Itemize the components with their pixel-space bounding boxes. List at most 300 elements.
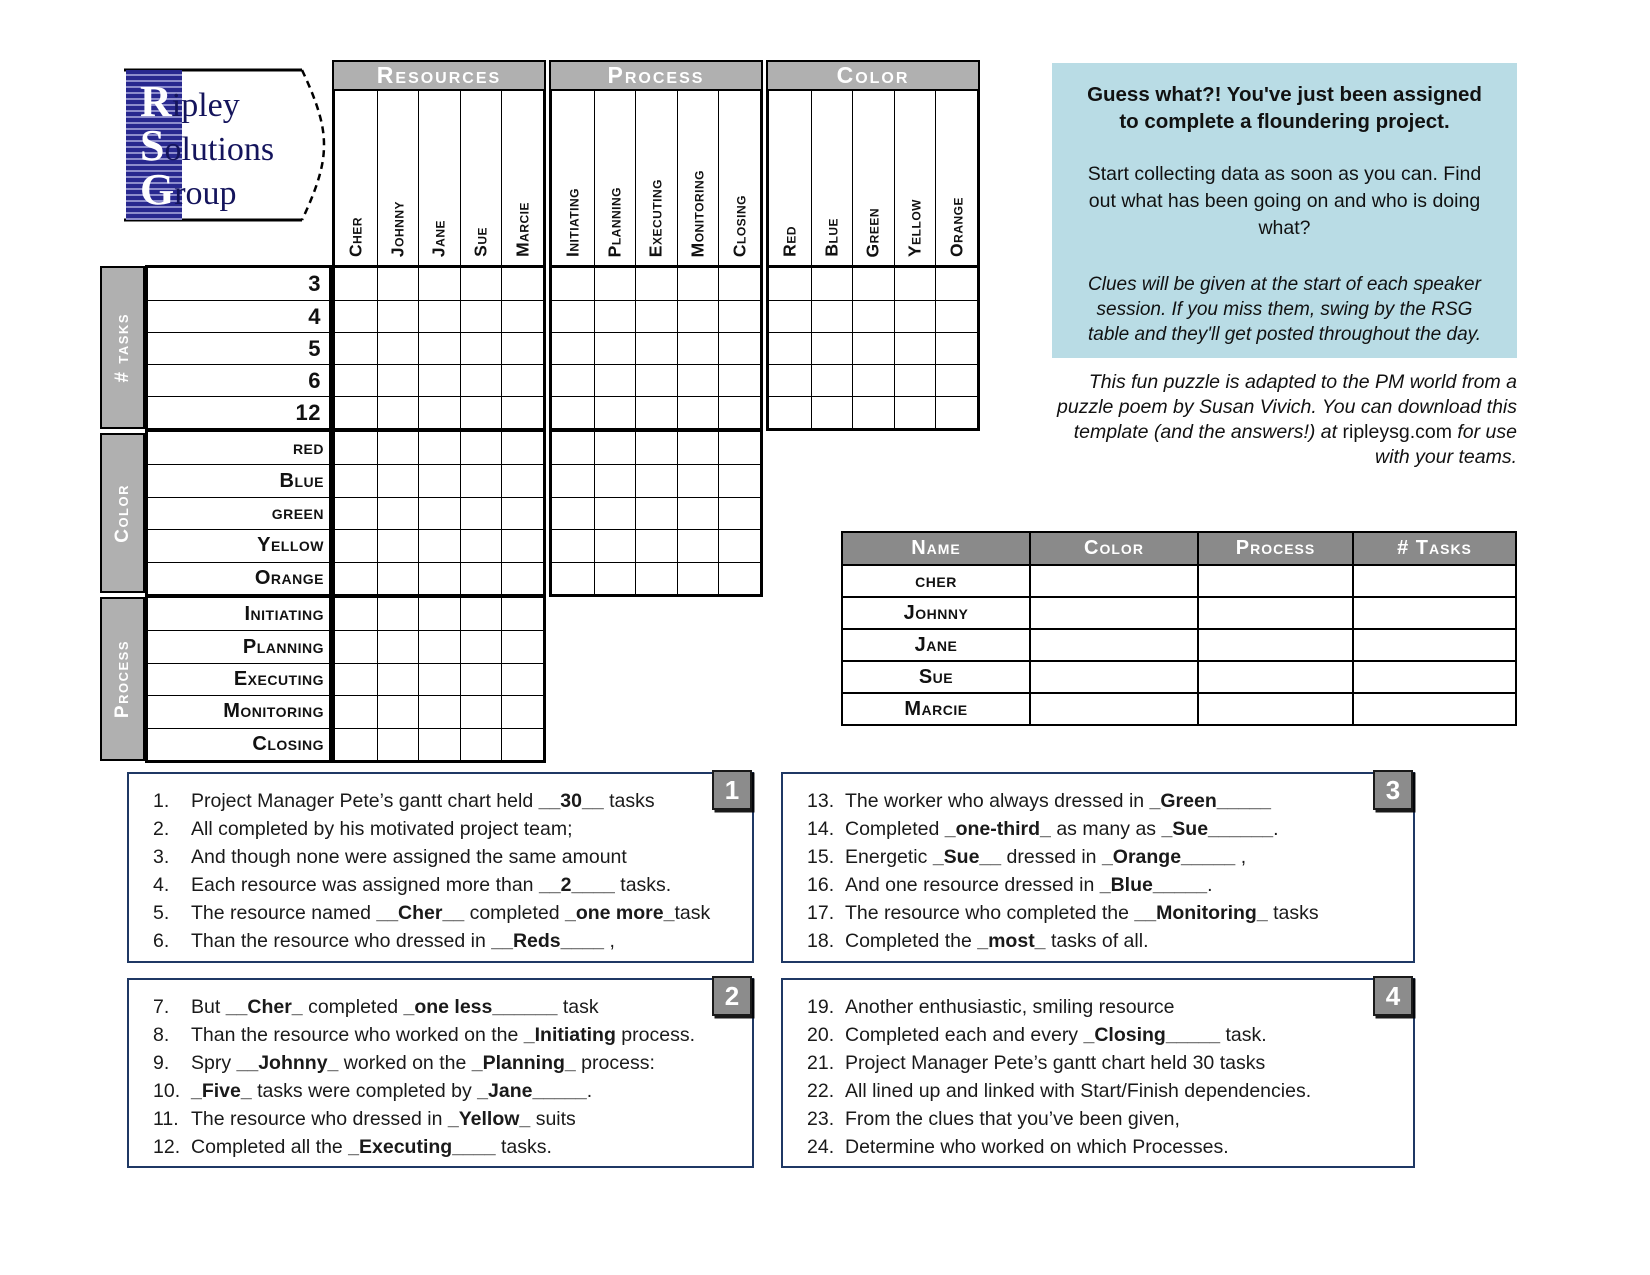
grid-cell[interactable]	[335, 432, 377, 464]
clue-line	[807, 1021, 1405, 1049]
grid-cell[interactable]	[335, 364, 377, 396]
answer-header-tasks: # Tasks	[1352, 533, 1515, 564]
grid-cell[interactable]	[718, 364, 760, 396]
grid-cell[interactable]	[460, 663, 502, 695]
grid-cell[interactable]	[935, 396, 977, 428]
grid-cell[interactable]	[377, 630, 419, 662]
grid-cell[interactable]	[418, 396, 460, 428]
column-label-blue: Blue	[811, 91, 853, 265]
answer-header-name: Name	[843, 533, 1029, 564]
row-label-initiating: Initiating	[244, 602, 324, 625]
logo-line	[140, 121, 275, 170]
row-label-monitoring: Monitoring	[148, 695, 329, 727]
clue-line	[807, 1077, 1405, 1105]
grid-cell[interactable]	[594, 268, 636, 300]
answer-cell[interactable]	[1029, 694, 1197, 724]
grid-block-color-process	[549, 429, 763, 597]
grid-cell[interactable]	[460, 364, 502, 396]
grid-cell[interactable]	[894, 396, 936, 428]
row-label-yellow: Yellow	[148, 529, 329, 561]
grid-cell[interactable]	[894, 300, 936, 332]
column-label-monitoring: Monitoring	[677, 91, 719, 265]
grid-cell[interactable]	[460, 529, 502, 561]
clue-text: _Five_ tasks were completed by _Jane_____.	[191, 1080, 593, 1102]
grid-cell[interactable]	[594, 562, 636, 594]
clue-number: 9.	[153, 1052, 170, 1074]
grid-cell[interactable]	[594, 464, 636, 496]
clue-line	[153, 1021, 744, 1049]
answer-cell[interactable]	[1197, 694, 1352, 724]
info-box-heading: Guess what?! You've just been assigned to complete a floundering project.	[1087, 83, 1482, 133]
grid-cell[interactable]	[501, 396, 543, 428]
grid-cell[interactable]	[418, 332, 460, 364]
row-labels-color	[145, 429, 332, 597]
answer-cell[interactable]	[1197, 662, 1352, 692]
grid-cell[interactable]	[501, 332, 543, 364]
grid-cell[interactable]	[677, 300, 719, 332]
clue-line	[153, 927, 744, 955]
grid-cell[interactable]	[552, 396, 594, 428]
grid-block-tasks-color	[766, 265, 980, 431]
grid-cell[interactable]	[377, 464, 419, 496]
clue-box-2	[127, 978, 754, 1168]
row-label-4: 4	[148, 300, 329, 332]
grid-cell[interactable]	[811, 268, 853, 300]
clue-text: Completed all the _Executing____ tasks.	[191, 1136, 552, 1158]
grid-cell[interactable]	[501, 432, 543, 464]
grid-cell[interactable]	[335, 497, 377, 529]
grid-cell[interactable]	[335, 332, 377, 364]
clue-line	[807, 815, 1405, 843]
answer-row-marcie	[843, 692, 1515, 724]
column-labels-resources	[332, 91, 546, 265]
grid-cell[interactable]	[635, 268, 677, 300]
grid-cell[interactable]	[501, 268, 543, 300]
clue-number: 8.	[153, 1024, 170, 1046]
grid-cell[interactable]	[460, 332, 502, 364]
grid-cell[interactable]	[935, 364, 977, 396]
column-label-jane: Jane	[418, 91, 460, 265]
column-label-initiating: Initiating	[562, 188, 583, 257]
clue-list-3	[807, 787, 1405, 955]
grid-cell[interactable]	[552, 432, 594, 464]
clue-text: Completed the _most_ tasks of all.	[845, 930, 1149, 952]
logo-line	[140, 165, 274, 214]
grid-block-color-resources	[332, 429, 546, 597]
grid-cell[interactable]	[594, 364, 636, 396]
grid-block-tasks-process	[549, 265, 763, 431]
answer-header-process: Process	[1197, 533, 1352, 564]
clue-box-3-badge: 3	[1373, 770, 1413, 810]
grid-cell[interactable]	[501, 497, 543, 529]
grid-cell[interactable]	[552, 497, 594, 529]
grid-cell[interactable]	[718, 497, 760, 529]
grid-cell[interactable]	[552, 529, 594, 561]
clue-number: 5.	[153, 902, 170, 924]
grid-cell[interactable]	[335, 300, 377, 332]
grid-cell[interactable]	[718, 529, 760, 561]
grid-cell[interactable]	[335, 598, 377, 630]
grid-cell[interactable]	[852, 300, 894, 332]
clue-number: 18.	[807, 930, 835, 952]
grid-cell[interactable]	[460, 268, 502, 300]
grid-cell[interactable]	[552, 464, 594, 496]
grid-cell[interactable]	[377, 300, 419, 332]
grid-cell[interactable]	[718, 396, 760, 428]
clue-number: 6.	[153, 930, 170, 952]
grid-cell[interactable]	[418, 268, 460, 300]
grid-cell[interactable]	[935, 300, 977, 332]
grid-cell[interactable]	[418, 598, 460, 630]
grid-cell[interactable]	[377, 663, 419, 695]
grid-cell[interactable]	[635, 529, 677, 561]
logo-word: roup	[174, 175, 237, 212]
column-label-green: Green	[852, 91, 894, 265]
grid-cell[interactable]	[552, 300, 594, 332]
grid-cell[interactable]	[769, 332, 811, 364]
clue-number: 2.	[153, 818, 170, 840]
grid-cell[interactable]	[811, 332, 853, 364]
grid-cell[interactable]	[418, 695, 460, 727]
grid-cell[interactable]	[377, 497, 419, 529]
grid-cell[interactable]	[769, 300, 811, 332]
grid-cell[interactable]	[594, 396, 636, 428]
answer-cell[interactable]	[1352, 630, 1515, 660]
column-labels-color	[766, 91, 980, 265]
grid-cell[interactable]	[501, 300, 543, 332]
clue-text: The resource named __Cher__ completed _one more_task	[191, 902, 711, 924]
row-label-12: 12	[148, 396, 329, 428]
clue-list-4	[807, 993, 1405, 1161]
grid-cell[interactable]	[718, 432, 760, 464]
column-label-cher: Cher	[345, 217, 366, 257]
grid-cell[interactable]	[460, 464, 502, 496]
clue-number: 15.	[807, 846, 835, 868]
grid-cell[interactable]	[635, 497, 677, 529]
column-label-planning: Planning	[594, 91, 636, 265]
answer-cell[interactable]	[1029, 630, 1197, 660]
column-label-sue: Sue	[460, 91, 502, 265]
grid-header-process: Process	[549, 60, 763, 91]
grid-header-color: Color	[766, 60, 980, 91]
grid-cell[interactable]	[594, 332, 636, 364]
answer-cell[interactable]	[1352, 662, 1515, 692]
grid-cell[interactable]	[718, 562, 760, 594]
grid-cell[interactable]	[635, 464, 677, 496]
grid-cell[interactable]	[335, 562, 377, 594]
grid-cell[interactable]	[718, 332, 760, 364]
answer-cell[interactable]	[1197, 566, 1352, 596]
answer-name: cher	[915, 570, 957, 592]
row-group-band-process: Process	[100, 597, 145, 761]
clue-number: 13.	[807, 790, 835, 812]
grid-cell[interactable]	[501, 728, 543, 760]
row-label-planning: Planning	[148, 630, 329, 662]
clue-text: Project Manager Pete’s gantt chart held __30__ tasks	[191, 790, 655, 812]
clue-text: Each resource was assigned more than __2____ tasks.	[191, 874, 672, 896]
clue-number: 17.	[807, 902, 835, 924]
credit-note	[1047, 370, 1517, 470]
clue-line	[807, 1105, 1405, 1133]
row-label-5: 5	[148, 332, 329, 364]
grid-cell[interactable]	[635, 562, 677, 594]
clue-line	[153, 787, 744, 815]
answer-cell[interactable]	[1197, 598, 1352, 628]
grid-cell[interactable]	[677, 364, 719, 396]
column-labels-process	[549, 91, 763, 265]
grid-cell[interactable]	[335, 529, 377, 561]
grid-cell[interactable]	[769, 364, 811, 396]
grid-cell[interactable]	[635, 332, 677, 364]
answer-cell[interactable]	[1352, 694, 1515, 724]
answer-name: Jane	[914, 634, 958, 656]
grid-cell[interactable]	[594, 432, 636, 464]
grid-cell[interactable]	[418, 300, 460, 332]
grid-cell[interactable]	[718, 464, 760, 496]
grid-cell[interactable]	[635, 300, 677, 332]
grid-cell[interactable]	[852, 332, 894, 364]
grid-cell[interactable]	[852, 364, 894, 396]
grid-cell[interactable]	[552, 562, 594, 594]
answer-name: Sue	[918, 666, 954, 688]
grid-cell[interactable]	[460, 630, 502, 662]
answer-cell[interactable]	[1029, 662, 1197, 692]
grid-cell[interactable]	[335, 728, 377, 760]
grid-cell[interactable]	[894, 332, 936, 364]
clue-number: 7.	[153, 996, 170, 1018]
clue-number: 1.	[153, 790, 170, 812]
grid-cell[interactable]	[894, 364, 936, 396]
grid-cell[interactable]	[552, 364, 594, 396]
grid-cell[interactable]	[677, 562, 719, 594]
clue-text: Energetic _Sue__ dressed in _Orange_____ ,	[845, 846, 1247, 868]
grid-cell[interactable]	[377, 598, 419, 630]
grid-cell[interactable]	[635, 364, 677, 396]
grid-cell[interactable]	[460, 497, 502, 529]
answer-cell[interactable]	[1029, 598, 1197, 628]
grid-cell[interactable]	[852, 396, 894, 428]
clue-text: Project Manager Pete’s gantt chart held 30 tasks	[845, 1052, 1266, 1074]
answer-name: Marcie	[904, 698, 968, 720]
clue-text: All lined up and linked with Start/Finish dependencies.	[845, 1080, 1312, 1102]
clue-line	[153, 815, 744, 843]
clue-line	[807, 1049, 1405, 1077]
clue-line	[807, 843, 1405, 871]
clue-number: 24.	[807, 1136, 835, 1158]
row-label-red: red	[292, 436, 324, 459]
grid-cell[interactable]	[677, 497, 719, 529]
clue-line	[807, 871, 1405, 899]
grid-cell[interactable]	[935, 332, 977, 364]
grid-cell[interactable]	[377, 695, 419, 727]
clue-text: Than the resource who worked on the _Initiating process.	[191, 1024, 695, 1046]
logo-text	[140, 77, 275, 214]
row-label-executing: Executing	[148, 663, 329, 695]
clue-text: And one resource dressed in _Blue_____.	[845, 874, 1213, 896]
grid-cell[interactable]	[335, 396, 377, 428]
grid-cell[interactable]	[635, 396, 677, 428]
grid-cell[interactable]	[418, 497, 460, 529]
row-label-closing: Closing	[148, 728, 329, 760]
grid-cell[interactable]	[418, 630, 460, 662]
grid-cell[interactable]	[460, 562, 502, 594]
answer-name: Johnny	[903, 602, 969, 624]
company-logo	[118, 66, 330, 224]
grid-cell[interactable]	[418, 562, 460, 594]
grid-cell[interactable]	[811, 300, 853, 332]
grid-cell[interactable]	[552, 332, 594, 364]
clue-number: 4.	[153, 874, 170, 896]
clue-box-2-badge: 2	[712, 976, 752, 1016]
grid-cell[interactable]	[460, 598, 502, 630]
grid-cell[interactable]	[635, 432, 677, 464]
grid-cell[interactable]	[677, 268, 719, 300]
answer-header-color: Color	[1029, 533, 1197, 564]
clue-line	[153, 899, 744, 927]
info-box-body: Start collecting data as soon as you can. Find out what has been going on and who is doing what?	[1087, 163, 1482, 239]
clue-line	[153, 1133, 744, 1161]
row-labels-process	[145, 595, 332, 763]
clue-number: 12.	[153, 1136, 181, 1158]
grid-cell[interactable]	[894, 268, 936, 300]
grid-cell[interactable]	[377, 432, 419, 464]
grid-cell[interactable]	[460, 695, 502, 727]
grid-cell[interactable]	[377, 728, 419, 760]
grid-cell[interactable]	[594, 529, 636, 561]
grid-cell[interactable]	[501, 630, 543, 662]
answer-cell[interactable]	[1352, 598, 1515, 628]
credit-text: for use with your teams.	[1375, 421, 1517, 468]
grid-cell[interactable]	[501, 695, 543, 727]
answer-row-jane	[843, 628, 1515, 660]
answer-cell[interactable]	[1197, 630, 1352, 660]
grid-cell[interactable]	[460, 728, 502, 760]
grid-cell[interactable]	[594, 300, 636, 332]
grid-cell[interactable]	[677, 464, 719, 496]
row-labels-tasks	[145, 265, 332, 431]
grid-cell[interactable]	[377, 268, 419, 300]
answer-table	[841, 531, 1517, 726]
row-label-orange: Orange	[148, 562, 329, 594]
grid-cell[interactable]	[418, 728, 460, 760]
grid-block-tasks-resources	[332, 265, 546, 431]
grid-header-resources: Resources	[332, 60, 546, 91]
clue-line	[807, 787, 1405, 815]
clue-number: 22.	[807, 1080, 835, 1102]
grid-cell[interactable]	[460, 300, 502, 332]
clue-text: But __Cher_ completed _one less______ task	[191, 996, 599, 1018]
info-box	[1052, 63, 1517, 358]
clue-text: And though none were assigned the same amount	[191, 846, 627, 868]
grid-cell[interactable]	[501, 598, 543, 630]
grid-cell[interactable]	[377, 332, 419, 364]
row-label-3: 3	[308, 271, 321, 296]
clue-number: 19.	[807, 996, 835, 1018]
grid-cell[interactable]	[501, 364, 543, 396]
clue-list-2	[153, 993, 744, 1161]
grid-cell[interactable]	[677, 332, 719, 364]
grid-cell[interactable]	[501, 562, 543, 594]
grid-cell[interactable]	[418, 464, 460, 496]
clue-text: The resource who dressed in _Yellow_ suits	[191, 1108, 576, 1130]
clue-text: Another enthusiastic, smiling resource	[845, 996, 1175, 1018]
grid-cell[interactable]	[418, 432, 460, 464]
clue-number: 14.	[807, 818, 835, 840]
grid-cell[interactable]	[811, 396, 853, 428]
grid-cell[interactable]	[377, 396, 419, 428]
clue-text: Than the resource who dressed in __Reds____ ,	[191, 930, 615, 952]
clue-number: 10.	[153, 1080, 181, 1102]
grid-cell[interactable]	[552, 268, 594, 300]
clue-line	[153, 1077, 744, 1105]
grid-cell[interactable]	[677, 396, 719, 428]
grid-cell[interactable]	[460, 432, 502, 464]
grid-cell[interactable]	[718, 300, 760, 332]
grid-cell[interactable]	[501, 529, 543, 561]
grid-cell[interactable]	[335, 268, 377, 300]
grid-cell[interactable]	[335, 695, 377, 727]
grid-block-process-resources	[332, 595, 546, 763]
column-label-yellow: Yellow	[894, 91, 936, 265]
grid-cell[interactable]	[418, 663, 460, 695]
grid-cell[interactable]	[718, 268, 760, 300]
grid-cell[interactable]	[460, 396, 502, 428]
clue-text: Determine who worked on which Processes.	[845, 1136, 1229, 1158]
grid-cell[interactable]	[935, 268, 977, 300]
grid-cell[interactable]	[501, 464, 543, 496]
answer-cell[interactable]	[1352, 566, 1515, 596]
grid-cell[interactable]	[335, 630, 377, 662]
clue-box-1	[127, 772, 754, 963]
row-label-blue: Blue	[148, 464, 329, 496]
website-link: ripleysg.com	[1342, 421, 1452, 443]
clue-text: Completed each and every _Closing_____ task.	[845, 1024, 1267, 1046]
clue-line	[807, 899, 1405, 927]
grid-cell[interactable]	[377, 364, 419, 396]
grid-cell[interactable]	[377, 529, 419, 561]
column-label-red: Red	[779, 226, 800, 257]
clue-number: 11.	[153, 1108, 179, 1130]
clue-text: From the clues that you’ve been given,	[845, 1108, 1180, 1130]
grid-cell[interactable]	[852, 268, 894, 300]
logo-word: olutions	[164, 131, 275, 168]
grid-cell[interactable]	[677, 529, 719, 561]
clue-box-3	[781, 772, 1415, 963]
grid-cell[interactable]	[594, 497, 636, 529]
grid-cell[interactable]	[335, 663, 377, 695]
answer-cell[interactable]	[1029, 566, 1197, 596]
clue-text: Spry __Johnny_ worked on the _Planning_ process:	[191, 1052, 655, 1074]
column-label-johnny: Johnny	[377, 91, 419, 265]
info-box-note: Clues will be given at the start of each speaker session. If you miss them, swing by the RSG table and they'll get posted throughout the day.	[1087, 274, 1482, 345]
row-label-green: green	[148, 497, 329, 529]
grid-cell[interactable]	[335, 464, 377, 496]
grid-cell[interactable]	[501, 663, 543, 695]
clue-box-4-badge: 4	[1373, 976, 1413, 1016]
clue-number: 16.	[807, 874, 835, 896]
grid-cell[interactable]	[811, 364, 853, 396]
grid-cell[interactable]	[418, 364, 460, 396]
answer-row-sue	[843, 660, 1515, 692]
clue-text: Completed _one-third_ as many as _Sue______.	[845, 818, 1279, 840]
grid-cell[interactable]	[769, 268, 811, 300]
grid-cell[interactable]	[769, 396, 811, 428]
grid-cell[interactable]	[677, 432, 719, 464]
grid-cell[interactable]	[377, 562, 419, 594]
clue-line	[153, 993, 744, 1021]
clue-box-1-badge: 1	[712, 770, 752, 810]
grid-cell[interactable]	[418, 529, 460, 561]
